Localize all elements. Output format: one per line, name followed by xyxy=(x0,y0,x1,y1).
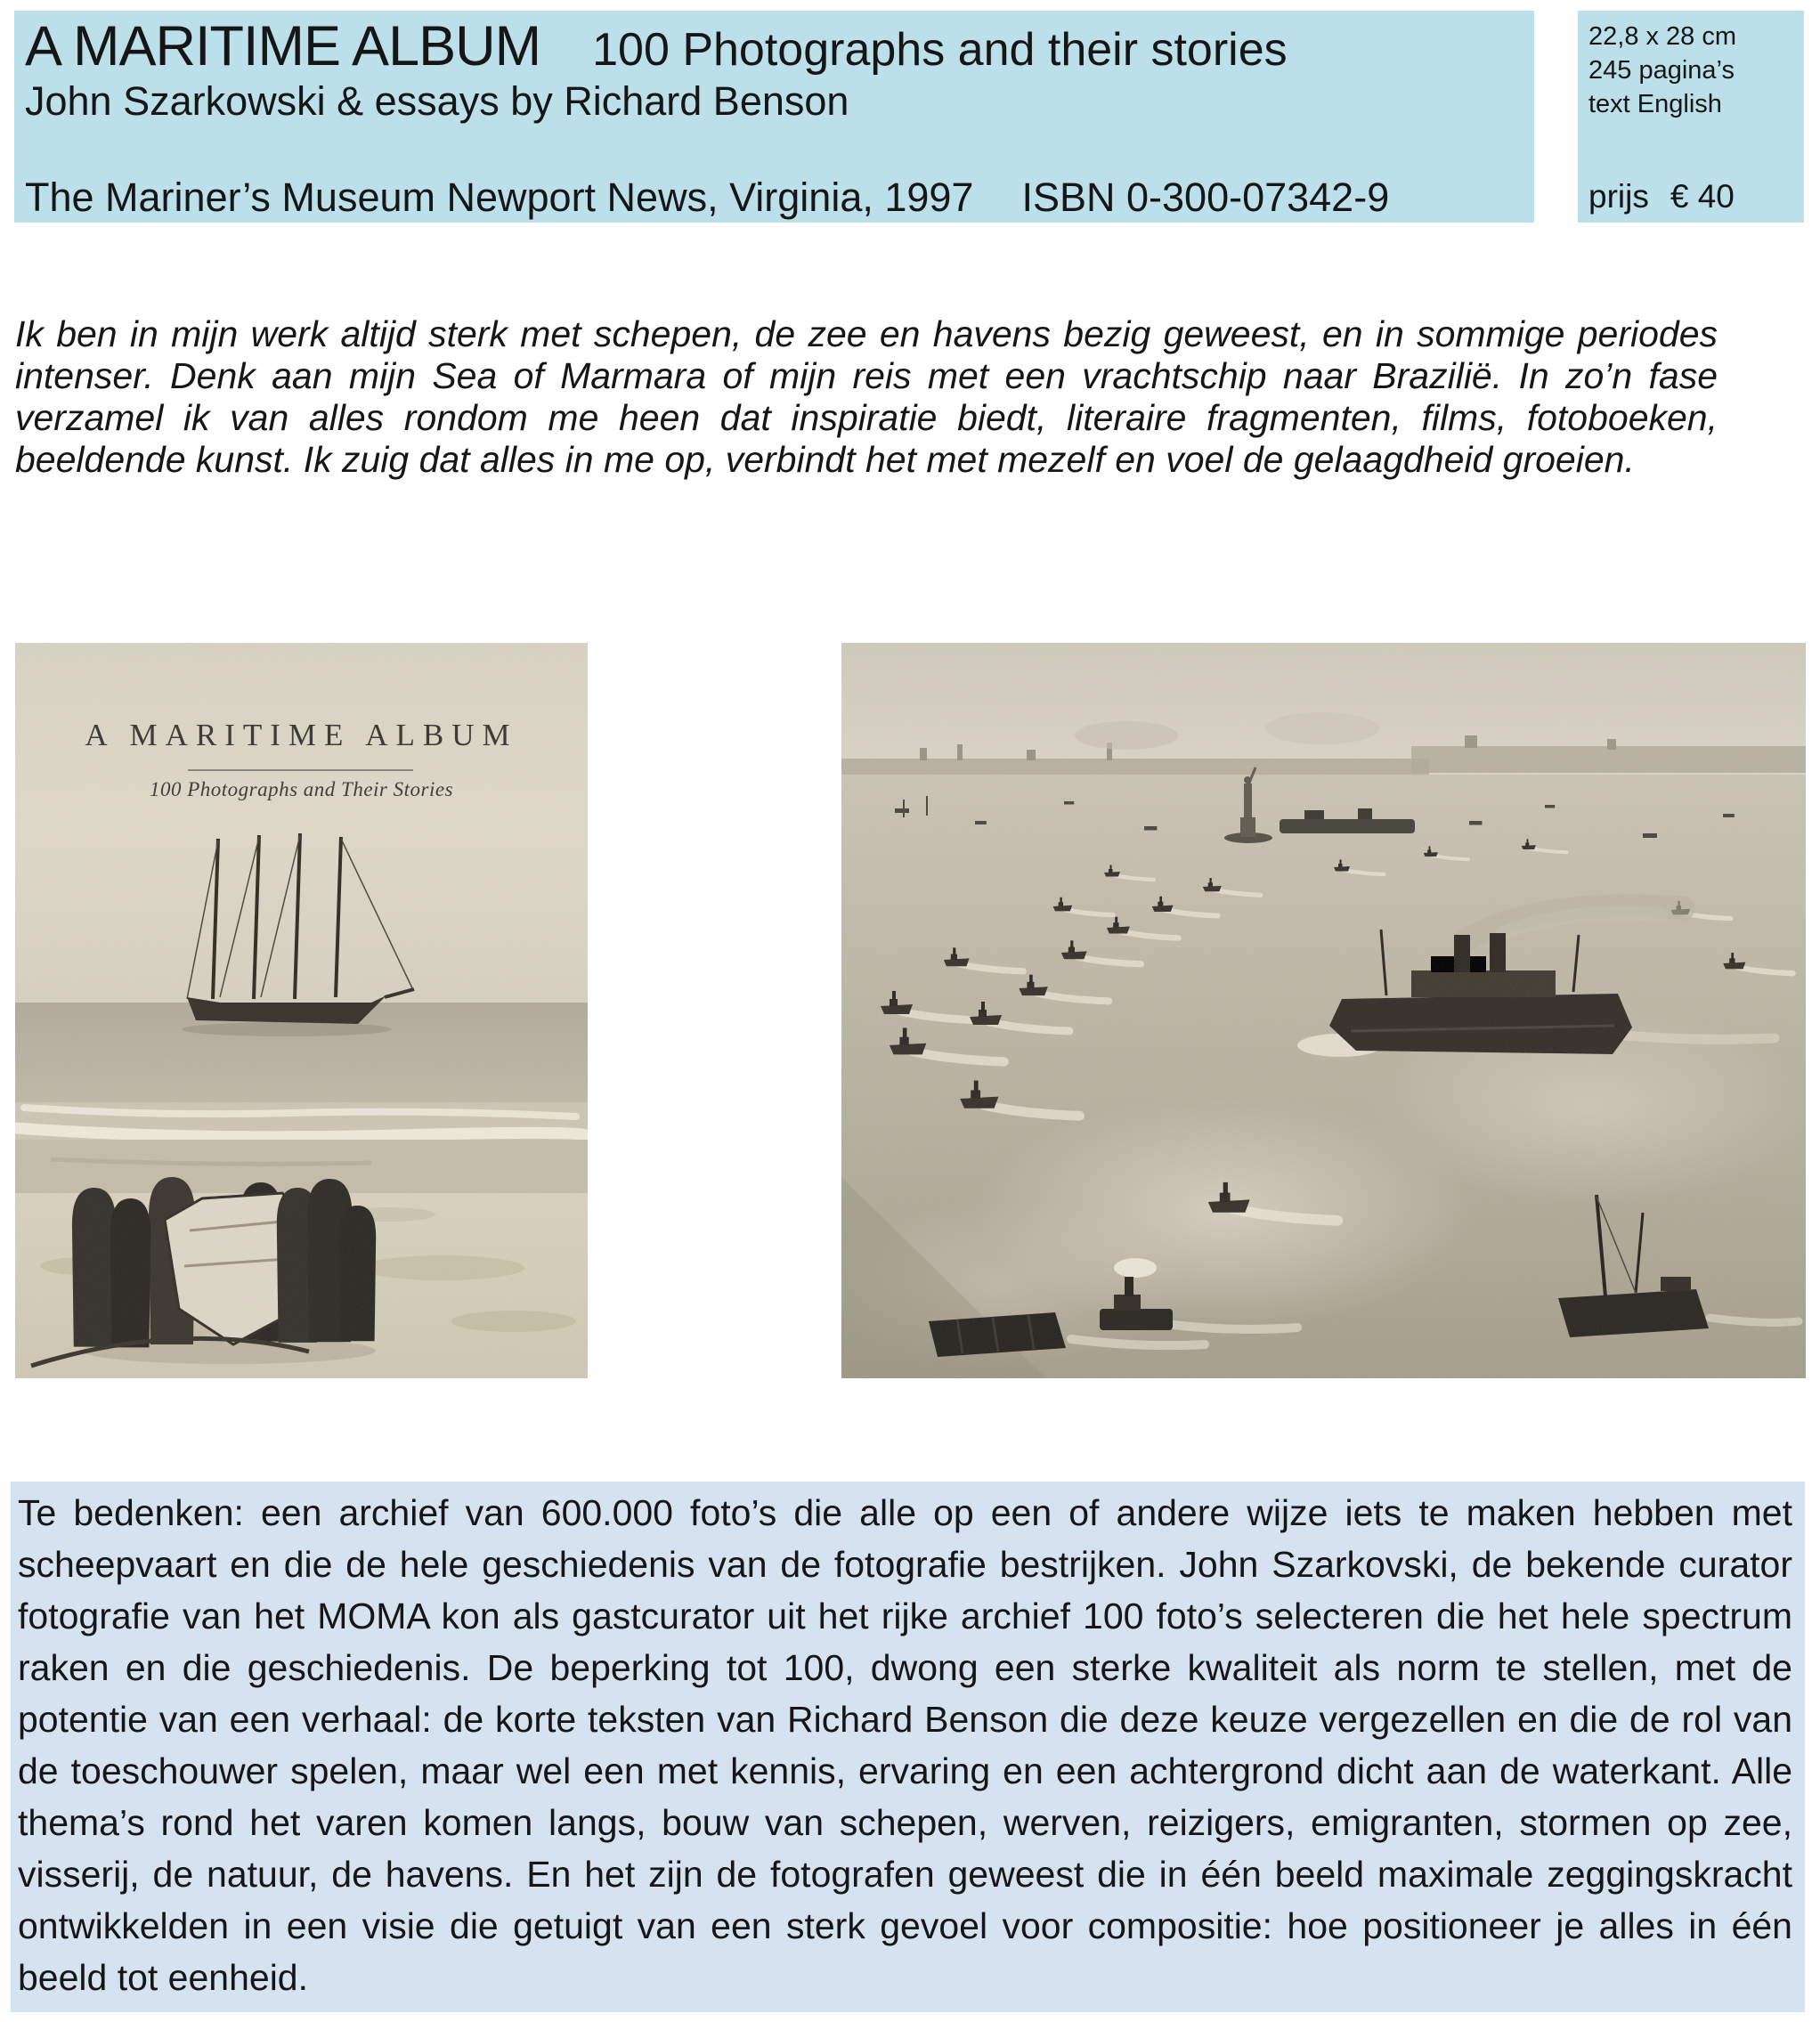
quote-paragraph: Ik ben in mijn werk altijd sterk met schepen, de zee en havens bezig geweest, en in sommige periodes intenser. Denk aan mijn Sea of Marmara of mijn reis met een vrachtschip naar Brazilië. In zo’n fase verzamel ik van alles rondom me heen dat inspiratie biedt, literaire fragmenten, films, fotoboeken, beeldende kunst. Ik zuig dat alles in me op, verbindt het met mezelf en voel de gelaagdheid groeien. xyxy=(15,313,1718,480)
specs-box xyxy=(1578,11,1804,223)
spec-pages: 245 pagina’s xyxy=(1588,56,1735,85)
book-title-row xyxy=(25,14,1288,78)
spec-size: 22,8 x 28 cm xyxy=(1588,22,1737,51)
cover-rule xyxy=(188,769,413,771)
publisher: The Mariner’s Museum Newport News, Virginia, 1997 xyxy=(25,175,974,220)
spec-price-row xyxy=(1588,180,1804,214)
book-authors: John Szarkowski & essays by Richard Benson xyxy=(25,78,849,124)
cover-title: A MARITIME ALBUM xyxy=(85,718,518,752)
price-value: € 40 xyxy=(1670,178,1735,215)
harbor-illustration xyxy=(841,643,1806,1378)
review-paragraph: Te bedenken: een archief van 600.000 foto’s die alle op een of andere wijze iets te maken hebben met scheepvaart en die de hele geschiedenis van de fotografie bestrijken. John Szarkovski, de bekende curator fotografie van het MOMA kon als gastcurator uit het rijke archief 100 foto’s selecteren die het hele spectrum raken en die geschiedenis. De beperking tot 100, dwong een sterke kwaliteit als norm te stellen, met de potentie van een verhaal: de korte teksten van Richard Benson die deze keuze vergezellen en die de rol van de toeschouwer spelen, maar wel een met kennis, ervaring en een achtergrond dicht aan de waterkant. Alle thema’s rond het varen komen langs, bouw van schepen, werven, reizigers, emigranten, stormen op zee, visserij, de natuur, de havens. En het zijn de fotografen geweest die in één beeld maximale zeggingskracht ontwikkelden in een visie die getuigt van een sterk gevoel voor compositie: hoe positioneer je alles in één beeld tot eenheid. xyxy=(11,1482,1805,2012)
publisher-row xyxy=(25,175,1389,221)
book-subtitle: 100 Photographs and their stories xyxy=(592,24,1288,76)
harbor-photo xyxy=(841,643,1806,1378)
book-cover-photo xyxy=(15,643,588,1378)
book-title: A MARITIME ALBUM xyxy=(25,15,541,77)
spec-language: text English xyxy=(1588,90,1722,118)
price-label: prijs xyxy=(1588,178,1649,215)
cover-subtitle: 100 Photographs and Their Stories xyxy=(149,778,454,800)
isbn: ISBN 0-300-07342-9 xyxy=(1021,175,1390,220)
header-block xyxy=(14,11,1534,223)
